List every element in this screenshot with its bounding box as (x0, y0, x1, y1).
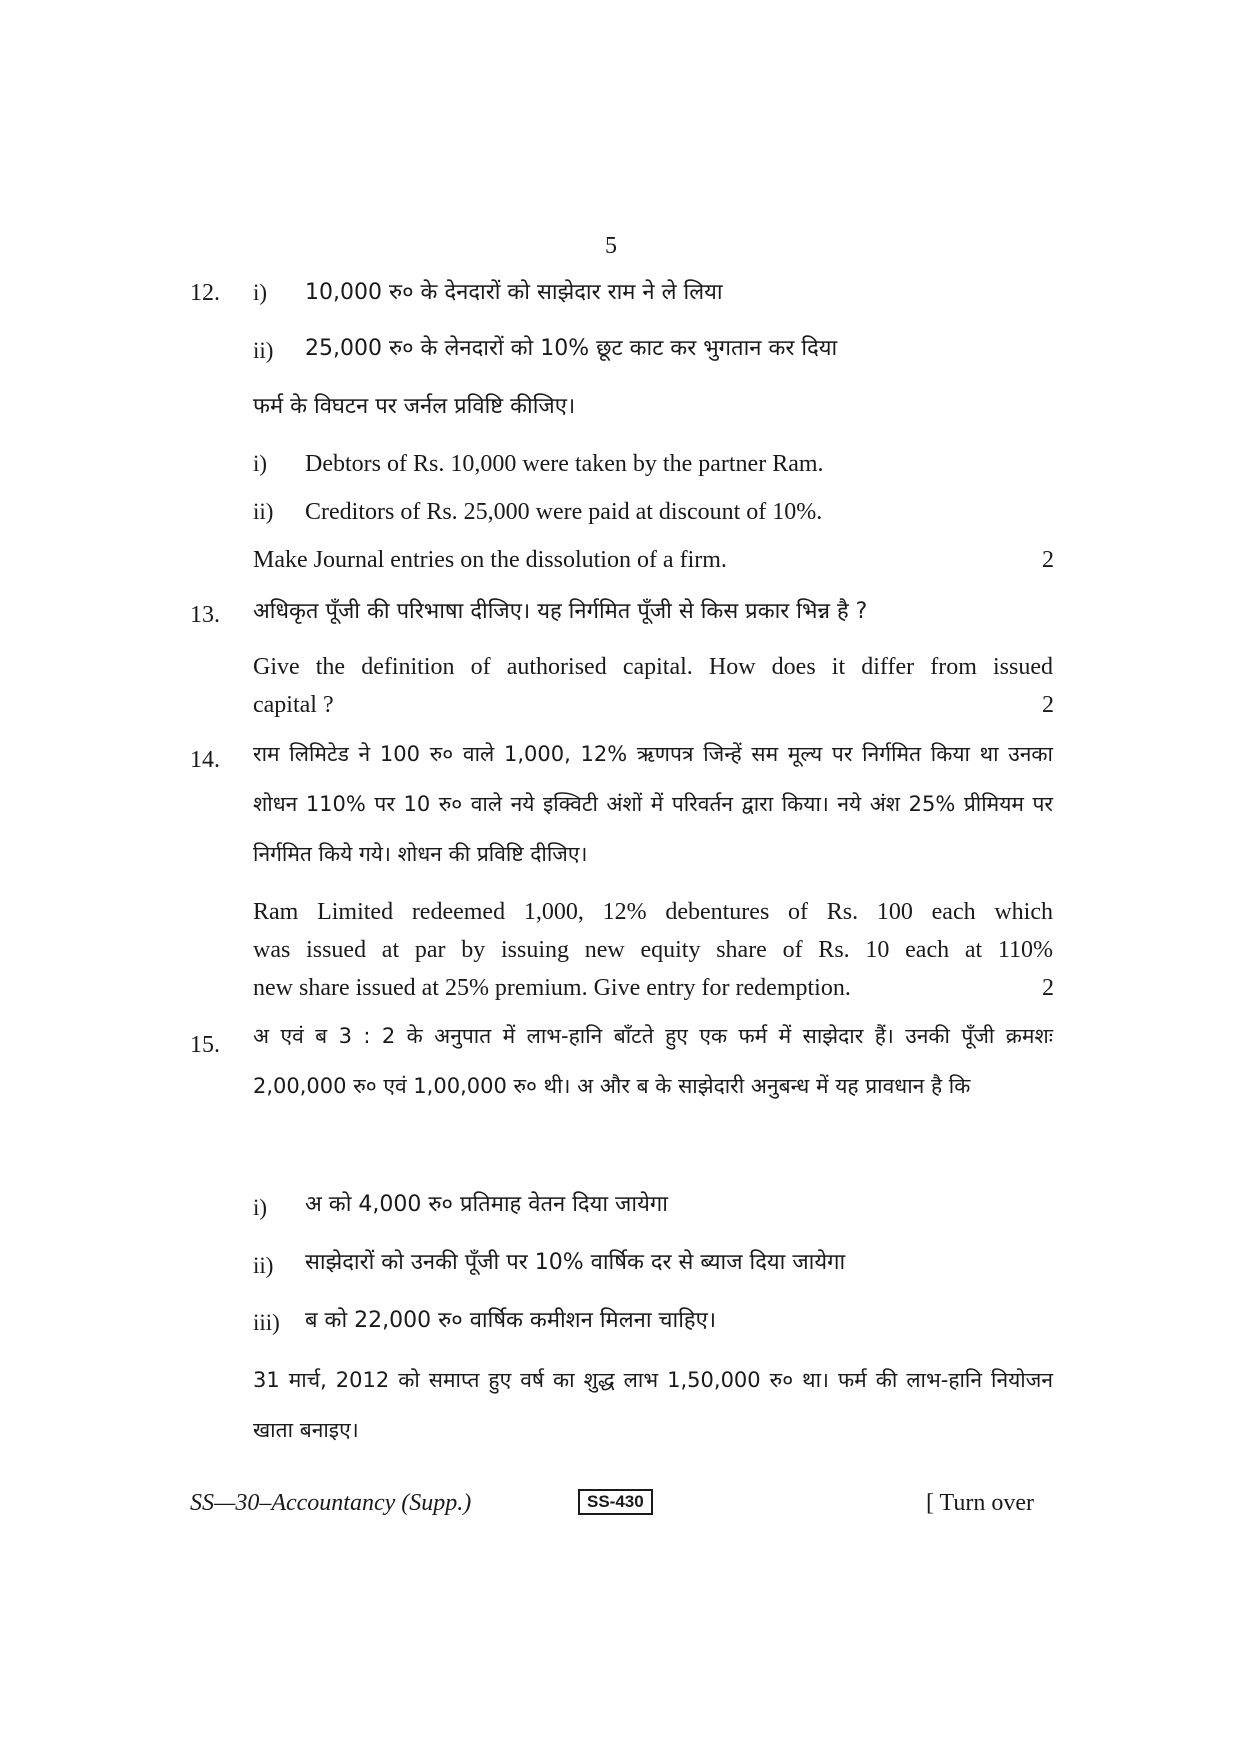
q15-item-1-label: i) (253, 1195, 268, 1220)
q12-en-item-2: Creditors of Rs. 25,000 were paid at discount of 10%. (305, 499, 823, 525)
q12-en-instruction: Make Journal entries on the dissolution of a firm. (253, 547, 727, 573)
q15-hindi-close: 31 मार्च, 2012 को समाप्त हुए वर्ष का शुद्ध लाभ 1,50,000 रु० था। फर्म की लाभ-हानि नियोजन खाता बनाइए। (253, 1368, 1053, 1442)
question-13-number: 13. (190, 602, 220, 628)
footer-paper-title: SS—30–Accountancy (Supp.) (190, 1490, 472, 1516)
q13-marks: 2 (1042, 692, 1054, 718)
q15-item-3-label: iii) (253, 1310, 280, 1335)
question-14-number: 14. (190, 747, 220, 773)
q15-item-2: साझेदारों को उनकी पूँजी पर 10% वार्षिक दर से ब्याज दिया जायेगा (305, 1250, 846, 1275)
q15-item-2-label: ii) (253, 1253, 274, 1278)
q14-english-line-2: was issued at par by issuing new equity share of Rs. 10 each at 110% (253, 937, 1053, 963)
question-12-number: 12. (190, 280, 220, 306)
page-number: 5 (605, 233, 617, 259)
q14-hindi: राम लिमिटेड ने 100 रु० वाले 1,000, 12% ऋणपत्र जिन्हें सम मूल्य पर निर्गमित किया था उनका शोधन 110% पर 10 रु० वाले नये इक्विटी अंशों में परिवर्तन द्वारा किया। नये अंश 25% प्रीमियम पर निर्गमित किये गये। शोधन की प्रविष्टि दीजिए। (253, 742, 1053, 866)
q12-hi-instruction: फर्म के विघटन पर जर्नल प्रविष्टि कीजिए। (253, 394, 576, 419)
q14-marks: 2 (1042, 975, 1054, 1001)
q12-en-item-1: Debtors of Rs. 10,000 were taken by the partner Ram. (305, 451, 824, 477)
q14-english-line-3: new share issued at 25% premium. Give entry for redemption. (253, 975, 851, 1001)
q13-hindi: अधिकृत पूँजी की परिभाषा दीजिए। यह निर्गमित पूँजी से किस प्रकार भिन्न है ? (253, 599, 868, 624)
q13-english-line-2: capital ? (253, 692, 334, 718)
question-15-number: 15. (190, 1032, 220, 1058)
q12-hi-item-1-label: i) (253, 280, 268, 305)
q12-marks: 2 (1042, 547, 1054, 573)
q14-english-line-1: Ram Limited redeemed 1,000, 12% debentures of Rs. 100 each which (253, 899, 1053, 925)
q15-item-3: ब को 22,000 रु० वार्षिक कमीशन मिलना चाहिए। (305, 1308, 717, 1333)
q12-hi-item-2-label: ii) (253, 338, 274, 363)
q12-hi-item-1: 10,000 रु० के देनदारों को साझेदार राम ने ले लिया (305, 280, 723, 305)
q15-hindi-intro: अ एवं ब 3 : 2 के अनुपात में लाभ-हानि बाँटते हुए एक फर्म में साझेदार हैं। उनकी पूँजी क्रमशः 2,00,000 रु० एवं 1,00,000 रु० थी। अ और ब के साझेदारी अनुबन्ध में यह प्रावधान है कि (253, 1024, 1053, 1098)
q12-en-item-2-label: ii) (253, 499, 274, 524)
q12-hi-item-2: 25,000 रु० के लेनदारों को 10% छूट काट कर भुगतान कर दिया (305, 336, 838, 361)
q13-english-line-1: Give the definition of authorised capital. How does it differ from issued (253, 654, 1053, 680)
footer-paper-code: SS-430 (578, 1489, 653, 1515)
footer-turn-over: [ Turn over (926, 1490, 1035, 1516)
q12-en-item-1-label: i) (253, 451, 268, 476)
q15-item-1: अ को 4,000 रु० प्रतिमाह वेतन दिया जायेगा (305, 1192, 668, 1217)
